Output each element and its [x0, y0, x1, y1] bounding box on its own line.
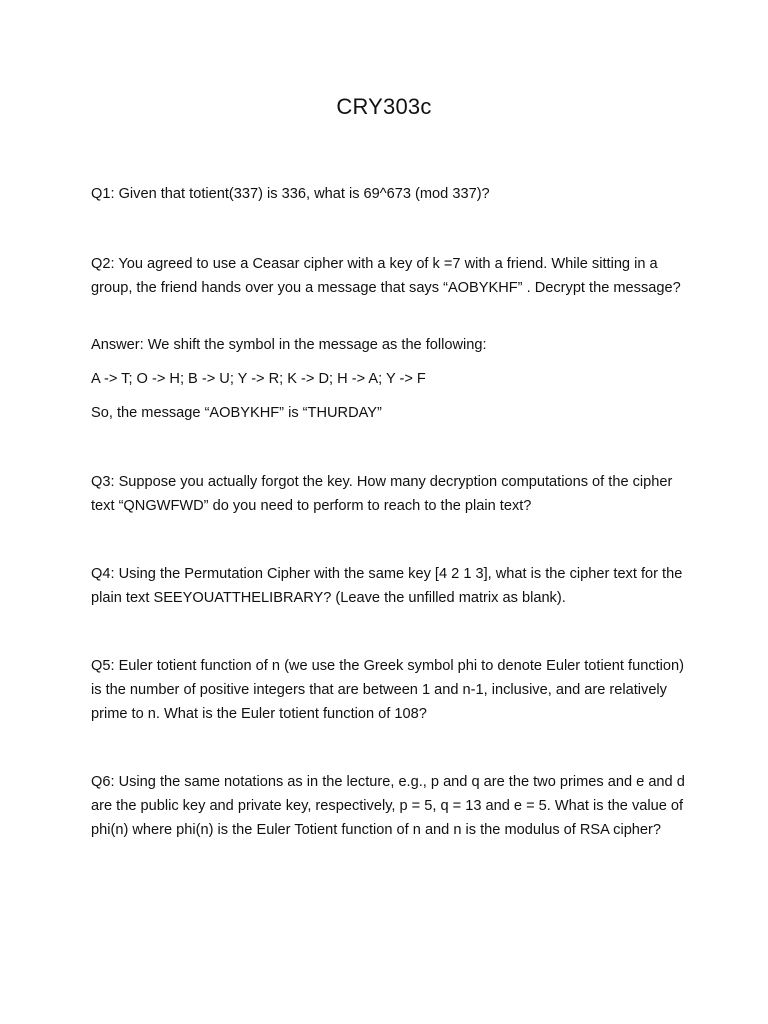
question-5: Q5: Euler totient function of n (we use the Greek symbol phi to denote Euler totient function) is the number of positive integers that are between 1 and n-1, inclusive, and are relatively prime to n. What is the Euler totient function of 108? — [91, 658, 684, 722]
question-6: Q6: Using the same notations as in the lecture, e.g., p and q are the two primes and e and d are the public key and private key, respectively, p = 5, q = 13 and e = 5. What is the value of phi(n) where phi(n) is the Euler Totient function of n and n is the modulus of RSA cipher? — [91, 774, 685, 838]
question-3: Q3: Suppose you actually forgot the key. How many decryption computations of the cipher text “QNGWFWD” do you need to perform to reach to the plain text? — [91, 474, 673, 514]
question-2-final-answer: So, the message “AOBYKHF” is “THURDAY” — [91, 405, 382, 421]
question-1: Q1: Given that totient(337) is 336, what is 69^673 (mod 337)? — [91, 186, 490, 202]
question-2-answer: Answer: We shift the symbol in the message as the following: — [91, 337, 487, 353]
question-4: Q4: Using the Permutation Cipher with the same key [4 2 1 3], what is the cipher text for the plain text SEEYOUATTHELIBRARY? (Leave the unfilled matrix as blank). — [91, 566, 683, 606]
question-2-shift-table: A -> T; O -> H; B -> U; Y -> R; K -> D; H -> A; Y -> F — [91, 371, 426, 387]
page-title: CRY303c — [336, 94, 432, 119]
question-2: Q2: You agreed to use a Ceasar cipher with a key of k =7 with a friend. While sitting in a group, the friend hands over you a message that says “AOBYKHF” . Decrypt the message? — [91, 256, 681, 296]
